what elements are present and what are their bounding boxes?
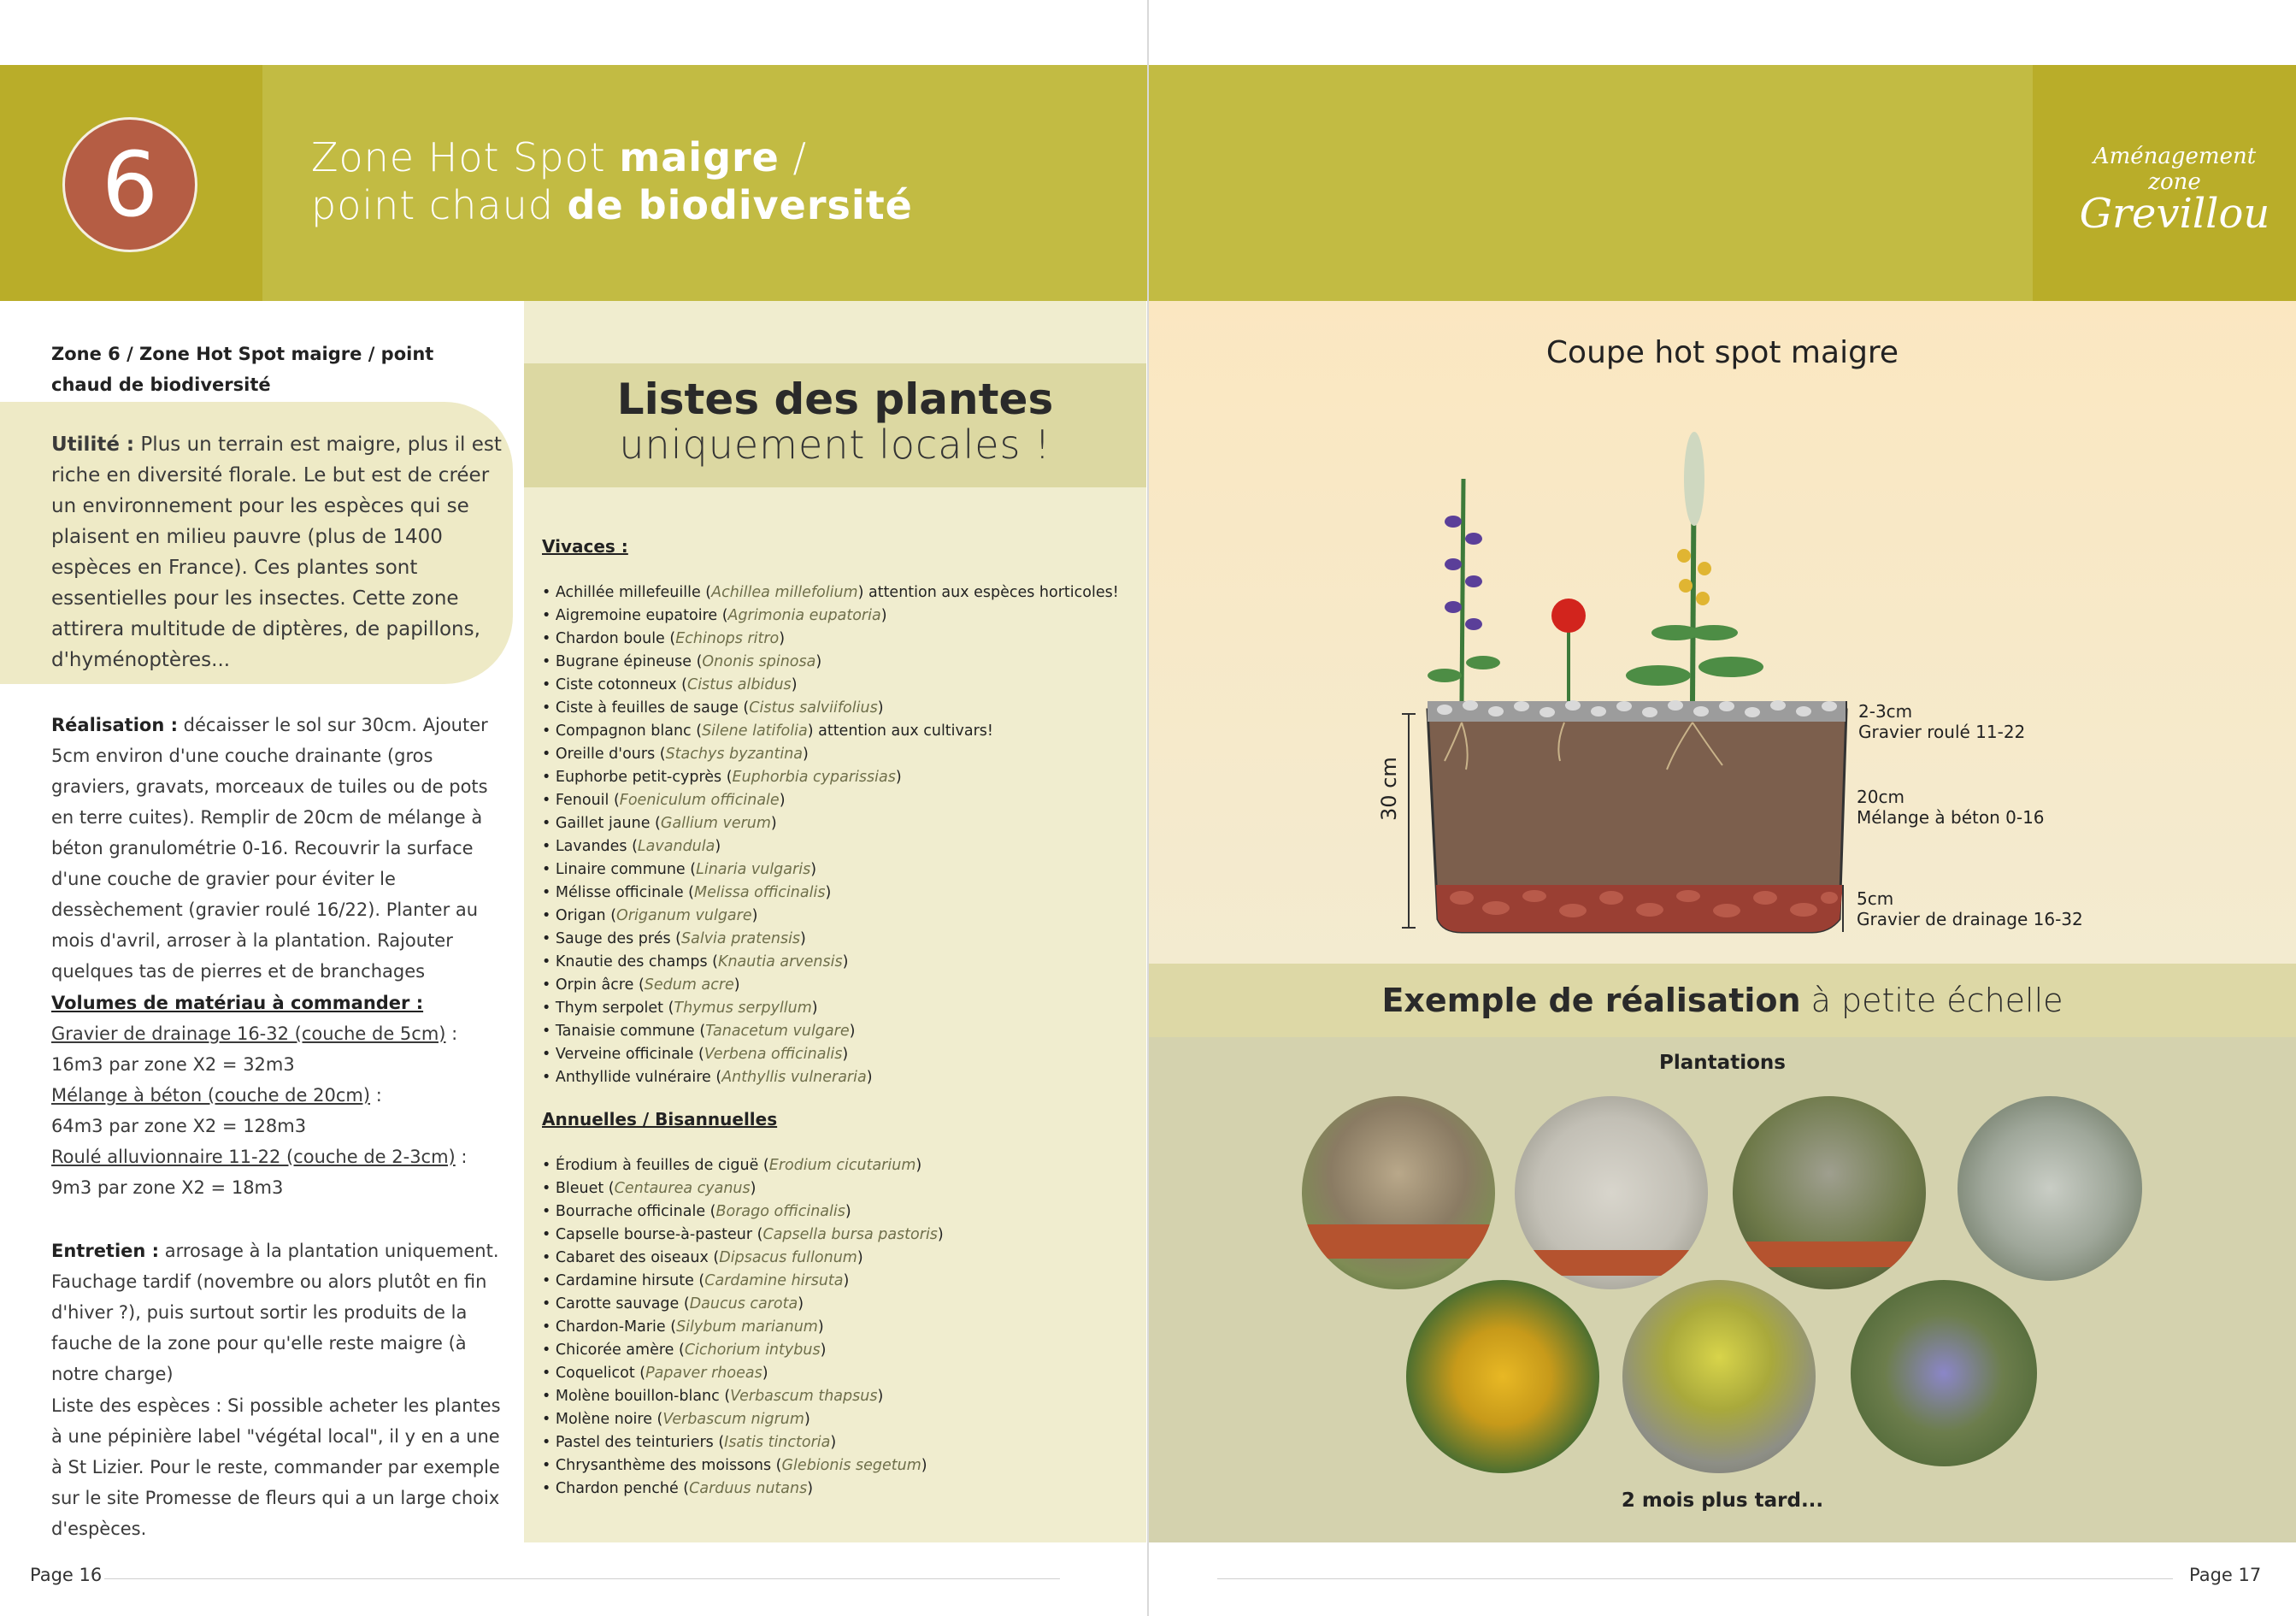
title-part: point chaud xyxy=(311,182,568,228)
brand-signature xyxy=(2072,144,2277,238)
plant-item xyxy=(542,905,1140,928)
plant-latin-name: Thymus serpyllum xyxy=(674,1000,812,1017)
plant-note: ) xyxy=(845,1203,851,1220)
plant-note: ) xyxy=(811,1000,818,1017)
layer-size: 20cm xyxy=(1857,787,1905,807)
volume-value: 16m3 par zone X2 = 32m3 xyxy=(51,1054,295,1075)
plant-note: ) xyxy=(877,1388,884,1405)
footer-rule-right xyxy=(1217,1578,2173,1579)
photo-planting-3 xyxy=(1733,1096,1926,1289)
plant-item xyxy=(542,1385,1140,1408)
plant-note: ) xyxy=(830,1434,837,1451)
brand-name: Grevillou xyxy=(2079,190,2270,238)
plant-item xyxy=(542,1154,1140,1177)
plant-item xyxy=(542,628,1140,651)
layer-gravel-top xyxy=(1858,701,2025,742)
photo-planting-4 xyxy=(1957,1096,2142,1281)
plant-item xyxy=(542,789,1140,812)
plant-common-name: Achillée millefeuille ( xyxy=(555,584,712,601)
plant-item xyxy=(542,1020,1140,1043)
plant-note: ) xyxy=(820,1342,827,1359)
plant-latin-name: Origanum vulgare xyxy=(616,907,752,924)
plant-note: ) xyxy=(800,930,806,947)
plant-latin-name: Capsella bursa pastoris xyxy=(762,1226,938,1243)
plant-common-name: Chrysanthème des moissons ( xyxy=(555,1457,782,1474)
plant-common-name: Bourrache officinale ( xyxy=(555,1203,716,1220)
plant-latin-name: Silybum marianum xyxy=(676,1318,818,1336)
plant-common-name: Capselle bourse-à-pasteur ( xyxy=(555,1226,763,1243)
total-depth-label: 30 cm xyxy=(1377,757,1401,821)
plant-item xyxy=(542,1454,1140,1477)
plant-common-name: Bleuet ( xyxy=(555,1180,615,1197)
cross-section-illustration xyxy=(1368,419,2034,949)
plant-latin-name: Carduus nutans xyxy=(689,1480,808,1497)
plant-common-name: Compagnon blanc ( xyxy=(555,722,703,740)
plant-item xyxy=(542,1477,1140,1501)
plant-common-name: Oreille d'ours ( xyxy=(555,746,666,763)
plant-note: ) xyxy=(751,907,758,924)
utilite-paragraph xyxy=(51,429,504,675)
photo-later-2 xyxy=(1622,1280,1816,1473)
plant-common-name: Coquelicot ( xyxy=(555,1365,646,1382)
plant-note: ) xyxy=(715,838,721,855)
plant-common-name: Fenouil ( xyxy=(555,792,620,809)
plant-latin-name: Cardamine hirsuta xyxy=(704,1272,844,1289)
plant-common-name: Bugrane épineuse ( xyxy=(555,653,703,670)
title-part-bold: maigre xyxy=(619,134,780,180)
plant-latin-name: Tanacetum vulgare xyxy=(705,1023,850,1040)
plant-latin-name: Verbascum thapsus xyxy=(730,1388,878,1405)
plant-note: ) xyxy=(804,1411,810,1428)
title-part: / xyxy=(779,134,808,180)
plant-latin-name: Lavandula xyxy=(637,838,715,855)
plant-latin-name: Euphorbia cyparissias xyxy=(732,769,896,786)
footer-rule-left xyxy=(104,1578,1060,1579)
plant-common-name: Ciste cotonneux ( xyxy=(555,676,687,693)
plant-common-name: Anthyllide vulnéraire ( xyxy=(555,1069,722,1086)
plant-item xyxy=(542,858,1140,882)
plant-note: ) attention aux espèces horticoles! xyxy=(857,584,1119,601)
plant-latin-name: Glebionis segetum xyxy=(781,1457,921,1474)
volume-label: Roulé alluvionnaire 11-22 (couche de 2-3cm) xyxy=(51,1147,456,1167)
plant-latin-name: Cistus albidus xyxy=(686,676,792,693)
plant-note: ) xyxy=(915,1157,922,1174)
plant-common-name: Molène bouillon-blanc ( xyxy=(555,1388,731,1405)
example-title-bold: Exemple de réalisation xyxy=(1381,982,1801,1019)
volumes-section xyxy=(51,988,513,1203)
plant-item xyxy=(542,1177,1140,1200)
plant-latin-name: Sedum acre xyxy=(644,976,734,994)
plant-latin-name: Salvia pratensis xyxy=(681,930,801,947)
plant-common-name: Verveine officinale ( xyxy=(555,1046,704,1063)
plant-note: ) xyxy=(762,1365,768,1382)
plant-note: ) xyxy=(803,746,809,763)
plant-note: ) xyxy=(779,792,786,809)
layer-drainage xyxy=(1857,888,2083,929)
plant-latin-name: Linaria vulgaris xyxy=(696,861,811,878)
plant-latin-name: Borago officinalis xyxy=(715,1203,845,1220)
plant-note: ) xyxy=(791,676,798,693)
plant-latin-name: Anthyllis vulneraria xyxy=(721,1069,867,1086)
plant-item xyxy=(542,697,1140,720)
plant-note: ) xyxy=(817,1318,824,1336)
plant-list-heading: Listes des plantes xyxy=(616,375,1054,424)
later-label: 2 mois plus tard... xyxy=(1621,1489,1824,1512)
entretien-paragraph xyxy=(51,1236,513,1389)
volume-label: Mélange à béton (couche de 20cm) xyxy=(51,1085,371,1106)
utilite-text: Plus un terrain est maigre, plus il est riche en diversité florale. Le but est de créer un environnement pour les espèces qui se plaisent en milieu pauvre (plus de 1400 espèces en France). Ces plantes sont essentielles pour les insectes. Cette zone attirera multitude de diptères, de papillons, d'hyménoptères... xyxy=(51,433,502,671)
plant-common-name: Mélisse officinale ( xyxy=(555,884,694,901)
plant-item xyxy=(542,928,1140,951)
plant-latin-name: Isatis tinctoria xyxy=(724,1434,831,1451)
plant-common-name: Orpin âcre ( xyxy=(555,976,645,994)
plant-item xyxy=(542,720,1140,743)
colon: : xyxy=(370,1085,382,1106)
layer-name: Mélange à béton 0-16 xyxy=(1857,807,2045,828)
plant-list-subheading: uniquement locales ! xyxy=(619,422,1051,468)
zone-number-badge xyxy=(62,117,197,252)
volume-value: 9m3 par zone X2 = 18m3 xyxy=(51,1177,284,1198)
plant-note: ) xyxy=(770,815,777,832)
utilite-label: Utilité : xyxy=(51,433,135,456)
plant-latin-name: Gallium verum xyxy=(660,815,771,832)
vivaces-title: Vivaces : xyxy=(542,536,628,557)
plant-note: ) xyxy=(798,1295,804,1312)
plant-item xyxy=(542,974,1140,997)
page-number-left: Page 16 xyxy=(30,1565,103,1585)
plant-item xyxy=(542,1293,1140,1316)
plant-item xyxy=(542,1431,1140,1454)
plant-note: ) xyxy=(750,1180,757,1197)
realisation-paragraph xyxy=(51,710,513,987)
annuelles-list xyxy=(542,1154,1140,1501)
photo-later-3 xyxy=(1851,1280,2037,1466)
annuelles-title: Annuelles / Bisannuelles xyxy=(542,1109,778,1129)
plant-common-name: Cardamine hirsute ( xyxy=(555,1272,705,1289)
layer-concrete-mix xyxy=(1857,787,2045,828)
plant-common-name: Pastel des teinturiers ( xyxy=(555,1434,725,1451)
plant-latin-name: Verbena officinalis xyxy=(704,1046,843,1063)
plant-item xyxy=(542,997,1140,1020)
plant-common-name: Tanaisie commune ( xyxy=(555,1023,706,1040)
page-number-right: Page 17 xyxy=(2189,1565,2262,1585)
layer-size: 5cm xyxy=(1857,888,1894,909)
plant-note: ) xyxy=(815,653,822,670)
plant-latin-name: Cichorium intybus xyxy=(684,1342,821,1359)
plant-common-name: Chicorée amère ( xyxy=(555,1342,685,1359)
colon: : xyxy=(445,1023,458,1044)
colon: : xyxy=(455,1147,468,1167)
plant-note: ) xyxy=(733,976,740,994)
plant-item xyxy=(542,1200,1140,1224)
plant-common-name: Chardon boule ( xyxy=(555,630,676,647)
volume-label: Gravier de drainage 16-32 (couche de 5cm) xyxy=(51,1023,446,1044)
plant-item xyxy=(542,1270,1140,1293)
plant-item xyxy=(542,1247,1140,1270)
plant-latin-name: Agrimonia eupatoria xyxy=(727,607,881,624)
plant-note: ) xyxy=(937,1226,944,1243)
plant-note: ) xyxy=(877,699,884,717)
plant-common-name: Gaillet jaune ( xyxy=(555,815,661,832)
plant-note: ) xyxy=(895,769,902,786)
plant-note: ) xyxy=(857,1249,863,1266)
plant-latin-name: Achillea millefolium xyxy=(711,584,858,601)
plant-common-name: Carotte sauvage ( xyxy=(555,1295,690,1312)
plant-item xyxy=(542,766,1140,789)
plant-item xyxy=(542,812,1140,835)
plant-common-name: Origan ( xyxy=(555,907,617,924)
brand-line: Aménagement zone xyxy=(2093,144,2257,195)
plant-common-name: Ciste à feuilles de sauge ( xyxy=(555,699,750,717)
plant-item xyxy=(542,605,1140,628)
layer-size: 2-3cm xyxy=(1858,701,1913,722)
plant-common-name: Chardon penché ( xyxy=(555,1480,690,1497)
plant-common-name: Molène noire ( xyxy=(555,1411,663,1428)
realisation-text: décaisser le sol sur 30cm. Ajouter 5cm environ d'une couche drainante (gros graviers, gravats, morceaux de tuiles ou de pots en terre cuites). Remplir de 20cm de mélange à béton granulométrie 0-16. Recouvrir la surface d'une couche de gravier pour éviter le dessèchement (gravier roulé 16/22). Planter au mois d'avril, arroser à la plantation. Rajouter quelques tas de pierres et de branchages xyxy=(51,715,488,982)
plant-item xyxy=(542,882,1140,905)
plant-item xyxy=(542,1224,1140,1247)
plantations-label: Plantations xyxy=(1659,1052,1786,1074)
plant-note: ) xyxy=(849,1023,856,1040)
photo-later-1 xyxy=(1406,1280,1599,1473)
plant-latin-name: Foeniculum officinale xyxy=(619,792,780,809)
plant-item xyxy=(542,1043,1140,1066)
plant-note: ) xyxy=(880,607,887,624)
plant-item xyxy=(542,743,1140,766)
plant-latin-name: Stachys byzantina xyxy=(665,746,804,763)
plant-latin-name: Ononis spinosa xyxy=(702,653,816,670)
plant-common-name: Chardon-Marie ( xyxy=(555,1318,677,1336)
plant-item xyxy=(542,1339,1140,1362)
plant-latin-name: Erodium cicutarium xyxy=(768,1157,916,1174)
plant-item xyxy=(542,835,1140,858)
plant-item xyxy=(542,651,1140,674)
plant-note: ) xyxy=(779,630,786,647)
example-title-light: à petite échelle xyxy=(1800,982,2063,1019)
plant-item xyxy=(542,674,1140,697)
plant-common-name: Knautie des champs ( xyxy=(555,953,718,970)
plant-latin-name: Echinops ritro xyxy=(675,630,780,647)
plant-common-name: Érodium à feuilles de ciguë ( xyxy=(555,1157,769,1174)
plant-note: ) xyxy=(825,884,832,901)
volume-value: 64m3 par zone X2 = 128m3 xyxy=(51,1116,307,1136)
example-band xyxy=(1149,964,2296,1037)
plant-list-header xyxy=(524,363,1146,487)
plant-note: ) xyxy=(807,1480,814,1497)
plant-latin-name: Melissa officinalis xyxy=(694,884,826,901)
zone-caption: Zone 6 / Zone Hot Spot maigre / point chaud de biodiversité xyxy=(51,344,434,395)
plant-common-name: Lavandes ( xyxy=(555,838,638,855)
plant-note: ) xyxy=(921,1457,927,1474)
plant-latin-name: Knautia arvensis xyxy=(717,953,843,970)
plant-note: ) xyxy=(843,1272,850,1289)
plant-latin-name: Daucus carota xyxy=(689,1295,798,1312)
volumes-title: Volumes de matériau à commander : xyxy=(51,993,424,1013)
vivaces-list xyxy=(542,581,1140,1089)
plant-item xyxy=(542,1362,1140,1385)
plant-note: ) xyxy=(842,1046,849,1063)
plant-common-name: Linaire commune ( xyxy=(555,861,697,878)
plant-item xyxy=(542,1316,1140,1339)
title-part: Zone Hot Spot xyxy=(311,134,620,180)
plant-common-name: Euphorbe petit-cyprès ( xyxy=(555,769,733,786)
plant-latin-name: Papaver rhoeas xyxy=(645,1365,762,1382)
photo-planting-1 xyxy=(1302,1096,1495,1289)
plant-item xyxy=(542,1408,1140,1431)
plant-latin-name: Silene latifolia xyxy=(702,722,808,740)
plant-latin-name: Centaurea cyanus xyxy=(614,1180,751,1197)
entretien-label: Entretien : xyxy=(51,1241,160,1261)
plant-latin-name: Verbascum nigrum xyxy=(662,1411,804,1428)
title-part-bold: de biodiversité xyxy=(567,182,913,228)
layer-name: Gravier de drainage 16-32 xyxy=(1857,909,2083,929)
species-note: Liste des espèces : Si possible acheter les plantes à une pépinière label "végétal local", il y en a une à St Lizier. Pour le reste, commander par exemple sur le site Promesse de fleurs qui a un large choix d'espèces. xyxy=(51,1395,501,1539)
plant-common-name: Thym serpolet ( xyxy=(555,1000,674,1017)
plant-common-name: Sauge des prés ( xyxy=(555,930,681,947)
plant-common-name: Cabaret des oiseaux ( xyxy=(555,1249,720,1266)
coupe-title: Coupe hot spot maigre xyxy=(1545,335,1899,370)
plant-latin-name: Cistus salviifolius xyxy=(749,699,878,717)
plant-item xyxy=(542,1066,1140,1089)
plant-common-name: Aigremoine eupatoire ( xyxy=(555,607,728,624)
plant-latin-name: Dipsacus fullonum xyxy=(719,1249,857,1266)
plant-item xyxy=(542,951,1140,974)
plant-note: ) attention aux cultivars! xyxy=(807,722,993,740)
photo-planting-2 xyxy=(1515,1096,1708,1289)
plant-item xyxy=(542,581,1140,605)
layer-name: Gravier roulé 11-22 xyxy=(1858,722,2026,742)
plant-note: ) xyxy=(842,953,849,970)
entretien-text: arrosage à la plantation uniquement. Fauchage tardif (novembre ou alors plutôt en fin d'hiver ?), puis surtout sortir les produits de la fauche de la zone pour qu'elle reste maigre (à notre charge) xyxy=(51,1241,499,1384)
realisation-label: Réalisation : xyxy=(51,715,178,735)
plant-note: ) xyxy=(866,1069,873,1086)
zone-number: 6 xyxy=(101,133,159,237)
page-title xyxy=(311,133,913,229)
plant-note: ) xyxy=(810,861,817,878)
